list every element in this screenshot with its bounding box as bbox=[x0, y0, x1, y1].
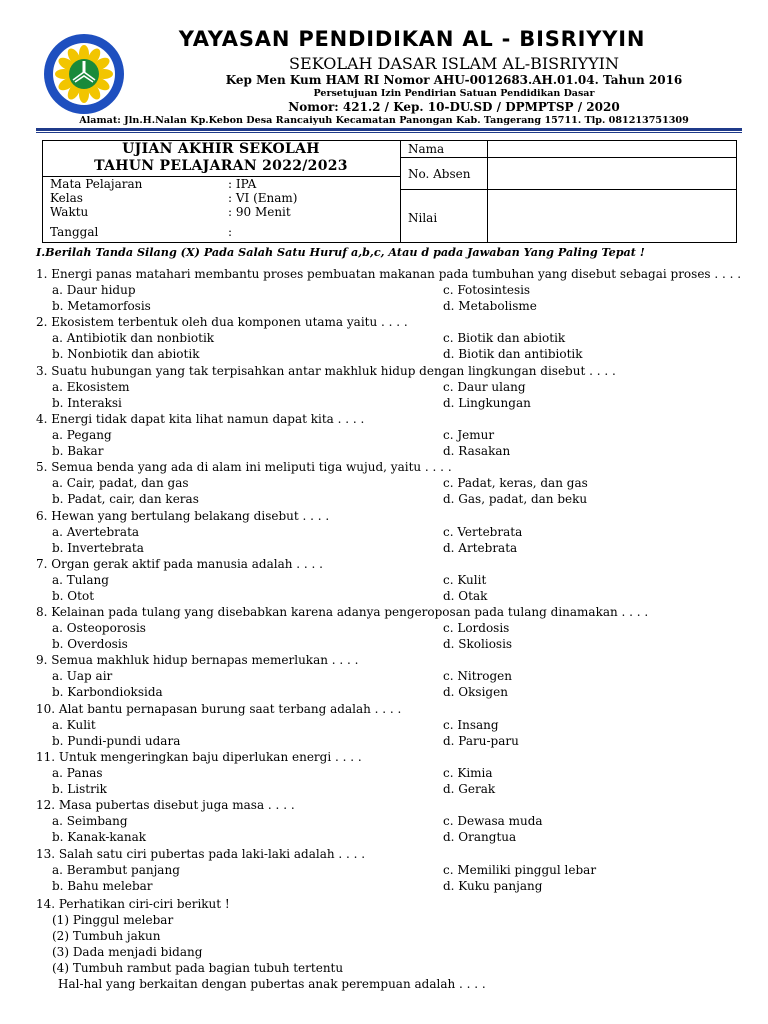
q8-option-b[interactable]: b. Overdosis bbox=[52, 637, 128, 651]
score-field[interactable] bbox=[490, 192, 734, 240]
question-7: 7. Organ gerak aktif pada manusia adalah . . . . bbox=[36, 557, 323, 571]
question-12: 12. Masa pubertas disebut juga masa . . . . bbox=[36, 798, 295, 812]
question-14: 14. Perhatikan ciri-ciri berikut ! bbox=[36, 897, 230, 911]
foundation-name: YAYASAN PENDIDIKAN AL - BISRIYYIN bbox=[178, 27, 646, 51]
student-score-label: Nilai bbox=[408, 211, 438, 225]
q3-option-b[interactable]: b. Interaksi bbox=[52, 396, 122, 410]
q3-option-d[interactable]: d. Lingkungan bbox=[443, 396, 531, 410]
q14-stem: Hal-hal yang berkaitan dengan pubertas anak perempuan adalah . . . . bbox=[58, 977, 486, 991]
q5-option-c[interactable]: c. Padat, keras, dan gas bbox=[443, 476, 588, 490]
row-line-1 bbox=[400, 157, 737, 158]
q7-option-c[interactable]: c. Kulit bbox=[443, 573, 487, 587]
q8-option-a[interactable]: a. Osteoporosis bbox=[52, 621, 146, 635]
q2-option-c[interactable]: c. Biotik dan abiotik bbox=[443, 331, 566, 345]
q3-option-c[interactable]: c. Daur ulang bbox=[443, 380, 526, 394]
question-13: 13. Salah satu ciri pubertas pada laki-laki adalah . . . . bbox=[36, 847, 366, 861]
question-9: 9. Semua makhluk hidup bernapas memerlukan . . . . bbox=[36, 653, 359, 667]
q2-option-b[interactable]: b. Nonbiotik dan abiotik bbox=[52, 347, 200, 361]
q4-option-d[interactable]: d. Rasakan bbox=[443, 444, 511, 458]
header-rule-thin bbox=[36, 132, 742, 133]
field-label-subject: Mata Pelajaran bbox=[50, 177, 143, 191]
q13-option-c[interactable]: c. Memiliki pinggul lebar bbox=[443, 863, 597, 877]
student-name-label: Nama bbox=[408, 142, 445, 156]
q9-option-d[interactable]: d. Oksigen bbox=[443, 685, 508, 699]
q12-option-a[interactable]: a. Seimbang bbox=[52, 814, 128, 828]
q14-item-1: (1) Pinggul melebar bbox=[52, 913, 174, 927]
q1-option-a[interactable]: a. Daur hidup bbox=[52, 283, 136, 297]
q5-option-b[interactable]: b. Padat, cair, dan keras bbox=[52, 492, 199, 506]
field-value-class: : VI (Enam) bbox=[228, 191, 298, 205]
question-3: 3. Suatu hubungan yang tak terpisahkan antar makhluk hidup dengan lingkungan disebut . . . . bbox=[36, 364, 616, 378]
q4-option-c[interactable]: c. Jemur bbox=[443, 428, 495, 442]
field-label-time: Waktu bbox=[50, 205, 89, 219]
q6-option-d[interactable]: d. Artebrata bbox=[443, 541, 518, 555]
q3-option-a[interactable]: a. Ekosistem bbox=[52, 380, 130, 394]
q7-option-d[interactable]: d. Otak bbox=[443, 589, 488, 603]
q11-option-a[interactable]: a. Panas bbox=[52, 766, 103, 780]
instruction: I.Berilah Tanda Silang (X) Pada Salah Satu Huruf a,b,c, Atau d pada Jawaban Yang Paling Tepat ! bbox=[36, 245, 645, 259]
row-line-2 bbox=[400, 189, 737, 190]
question-5: 5. Semua benda yang ada di alam ini meliputi tiga wujud, yaitu . . . . bbox=[36, 460, 452, 474]
q14-item-2: (2) Tumbuh jakun bbox=[52, 929, 161, 943]
q13-option-d[interactable]: d. Kuku panjang bbox=[443, 879, 543, 893]
q7-option-a[interactable]: a. Tulang bbox=[52, 573, 109, 587]
q14-item-4: (4) Tumbuh rambut pada bagian tubuh tertentu bbox=[52, 961, 344, 975]
name-field[interactable] bbox=[490, 142, 734, 156]
q8-option-c[interactable]: c. Lordosis bbox=[443, 621, 510, 635]
q5-option-d[interactable]: d. Gas, padat, dan beku bbox=[443, 492, 588, 506]
q12-option-d[interactable]: d. Orangtua bbox=[443, 830, 517, 844]
q10-option-a[interactable]: a. Kulit bbox=[52, 718, 96, 732]
q12-option-c[interactable]: c. Dewasa muda bbox=[443, 814, 543, 828]
absen-field[interactable] bbox=[490, 160, 734, 188]
q1-option-c[interactable]: c. Fotosintesis bbox=[443, 283, 531, 297]
q13-option-b[interactable]: b. Bahu melebar bbox=[52, 879, 153, 893]
approval-line: Persetujuan Izin Pendirian Satuan Pendidikan Dasar bbox=[313, 88, 595, 99]
q6-option-b[interactable]: b. Invertebrata bbox=[52, 541, 144, 555]
q10-option-c[interactable]: c. Insang bbox=[443, 718, 499, 732]
decree-line: Kep Men Kum HAM RI Nomor AHU-0012683.AH.01.04. Tahun 2016 bbox=[225, 73, 683, 87]
q11-option-b[interactable]: b. Listrik bbox=[52, 782, 107, 796]
exam-year: TAHUN PELAJARAN 2022/2023 bbox=[94, 158, 348, 174]
q9-option-c[interactable]: c. Nitrogen bbox=[443, 669, 512, 683]
q11-option-c[interactable]: c. Kimia bbox=[443, 766, 493, 780]
school-name: SEKOLAH DASAR ISLAM AL-BISRIYYIN bbox=[289, 54, 619, 73]
q4-option-a[interactable]: a. Pegang bbox=[52, 428, 112, 442]
q1-option-d[interactable]: d. Metabolisme bbox=[443, 299, 537, 313]
q12-option-b[interactable]: b. Kanak-kanak bbox=[52, 830, 147, 844]
q5-option-a[interactable]: a. Cair, padat, dan gas bbox=[52, 476, 189, 490]
question-6: 6. Hewan yang bertulang belakang disebut . . . . bbox=[36, 509, 330, 523]
q6-option-c[interactable]: c. Vertebrata bbox=[443, 525, 523, 539]
exam-title: UJIAN AKHIR SEKOLAH bbox=[122, 141, 320, 157]
q4-option-b[interactable]: b. Bakar bbox=[52, 444, 104, 458]
q7-option-b[interactable]: b. Otot bbox=[52, 589, 95, 603]
q14-item-3: (3) Dada menjadi bidang bbox=[52, 945, 203, 959]
q9-option-b[interactable]: b. Karbondioksida bbox=[52, 685, 163, 699]
permit-number: Nomor: 421.2 / Kep. 10-DU.SD / DPMPTSP / 2020 bbox=[288, 100, 620, 114]
q1-option-b[interactable]: b. Metamorfosis bbox=[52, 299, 151, 313]
question-8: 8. Kelainan pada tulang yang disebabkan karena adanya pengeroposan pada tulang dinamakan . . . . bbox=[36, 605, 649, 619]
field-value-time: : 90 Menit bbox=[228, 205, 291, 219]
field-value-subject: : IPA bbox=[228, 177, 257, 191]
student-divider bbox=[487, 140, 488, 243]
q8-option-d[interactable]: d. Skoliosis bbox=[443, 637, 513, 651]
q2-option-a[interactable]: a. Antibiotik dan nonbiotik bbox=[52, 331, 215, 345]
field-label-class: Kelas bbox=[50, 191, 83, 205]
question-2: 2. Ekosistem terbentuk oleh dua komponen utama yaitu . . . . bbox=[36, 315, 408, 329]
address-line: Alamat: Jln.H.Nalan Kp.Kebon Desa Rancaiyuh Kecamatan Panongan Kab. Tangerang 15711. Tlp. 081213751309 bbox=[79, 115, 689, 126]
question-11: 11. Untuk mengeringkan baju diperlukan energi . . . . bbox=[36, 750, 362, 764]
header-rule-thick bbox=[36, 128, 742, 131]
q10-option-d[interactable]: d. Paru-paru bbox=[443, 734, 519, 748]
question-10: 10. Alat bantu pernapasan burung saat terbang adalah . . . . bbox=[36, 702, 402, 716]
question-1: 1. Energi panas matahari membantu proses pembuatan makanan pada tumbuhan yang disebut sebagai proses . . . . bbox=[36, 267, 742, 281]
q6-option-a[interactable]: a. Avertebrata bbox=[52, 525, 140, 539]
q9-option-a[interactable]: a. Uap air bbox=[52, 669, 113, 683]
q11-option-d[interactable]: d. Gerak bbox=[443, 782, 496, 796]
student-absen-label: No. Absen bbox=[408, 167, 471, 181]
q2-option-d[interactable]: d. Biotik dan antibiotik bbox=[443, 347, 583, 361]
q13-option-a[interactable]: a. Berambut panjang bbox=[52, 863, 180, 877]
field-value-date: : bbox=[228, 225, 233, 239]
q10-option-b[interactable]: b. Pundi-pundi udara bbox=[52, 734, 181, 748]
field-label-date: Tanggal bbox=[50, 225, 99, 239]
question-4: 4. Energi tidak dapat kita lihat namun dapat kita . . . . bbox=[36, 412, 365, 426]
